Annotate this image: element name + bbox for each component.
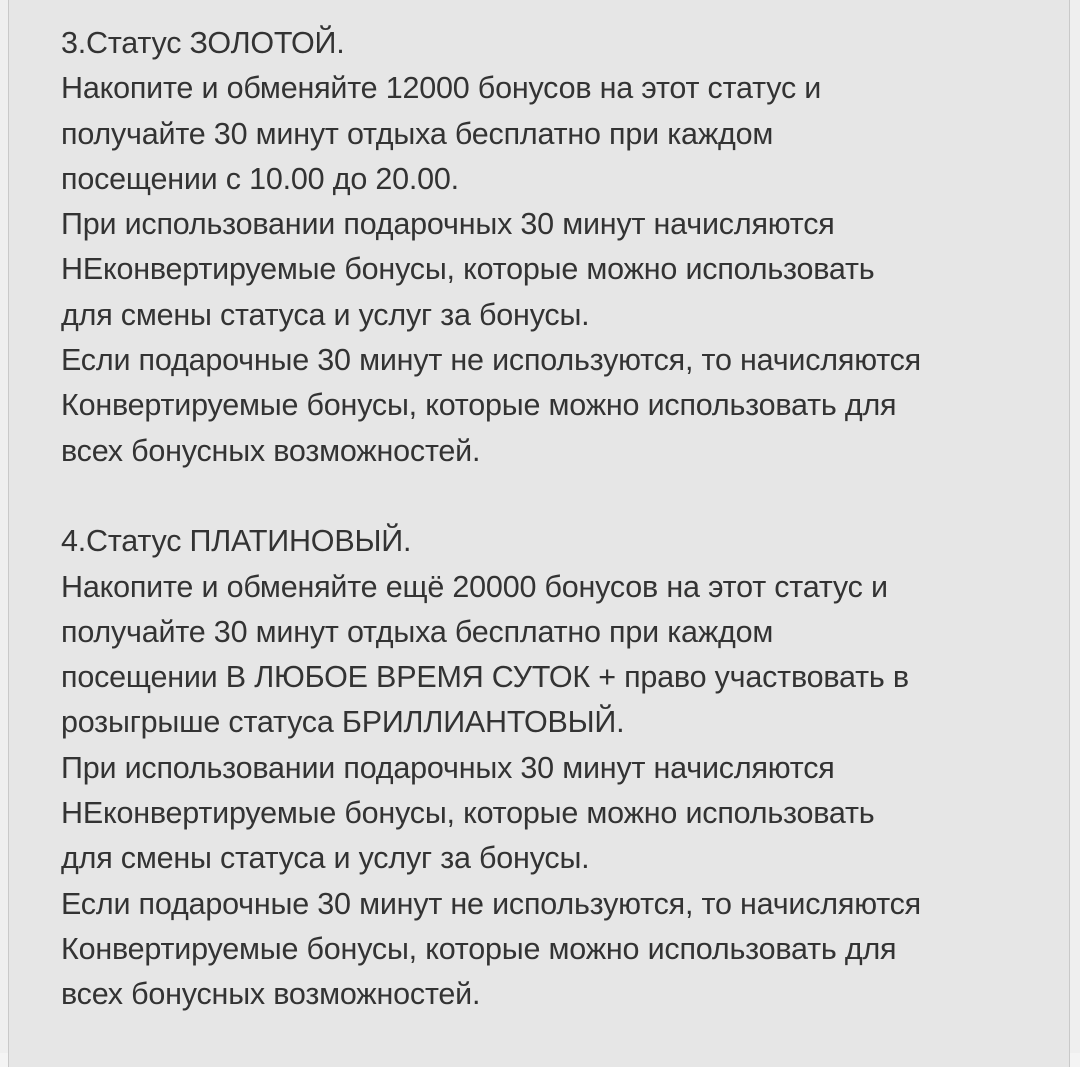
text-line: всех бонусных возможностей.: [61, 977, 481, 1012]
section-title: 4.Статус ПЛАТИНОВЫЙ.: [61, 524, 412, 559]
text-line: Накопите и обменяйте ещё 20000 бонусов на этот статус и: [61, 569, 888, 604]
text-line: для смены статуса и услуг за бонусы.: [61, 841, 590, 876]
text-line: Если подарочные 30 минут не используются, то начисляются: [61, 343, 922, 378]
text-line: посещении с 10.00 до 20.00.: [61, 161, 459, 196]
text-line: Конвертируемые бонусы, которые можно использовать для: [61, 931, 897, 966]
message-card: [8, 0, 1070, 1067]
text-line: Конвертируемые бонусы, которые можно использовать для: [61, 388, 897, 423]
message-text: [61, 21, 1061, 1018]
paragraph-spacer: [61, 474, 1061, 519]
section-platinum-status: [61, 519, 1061, 1017]
text-line: получайте 30 минут отдыха бесплатно при каждом: [61, 614, 774, 649]
text-line: для смены статуса и услуг за бонусы.: [61, 297, 590, 332]
text-line: Накопите и обменяйте 12000 бонусов на этот статус и: [61, 71, 822, 106]
section-title: 3.Статус ЗОЛОТОЙ.: [61, 26, 345, 60]
text-line: посещении В ЛЮБОЕ ВРЕМЯ СУТОК + право участвовать в: [61, 660, 909, 695]
section-gold-status: [61, 21, 1061, 474]
text-line: НЕконвертируемые бонусы, которые можно использовать: [61, 252, 875, 287]
text-line: всех бонусных возможностей.: [61, 433, 481, 468]
text-line: получайте 30 минут отдыха бесплатно при каждом: [61, 116, 774, 151]
text-line: НЕконвертируемые бонусы, которые можно использовать: [61, 796, 875, 831]
text-line: розыгрыше статуса БРИЛЛИАНТОВЫЙ.: [61, 705, 625, 740]
text-line: При использовании подарочных 30 минут начисляются: [61, 750, 835, 785]
text-line: Если подарочные 30 минут не используются, то начисляются: [61, 886, 922, 921]
text-line: При использовании подарочных 30 минут начисляются: [61, 207, 835, 242]
